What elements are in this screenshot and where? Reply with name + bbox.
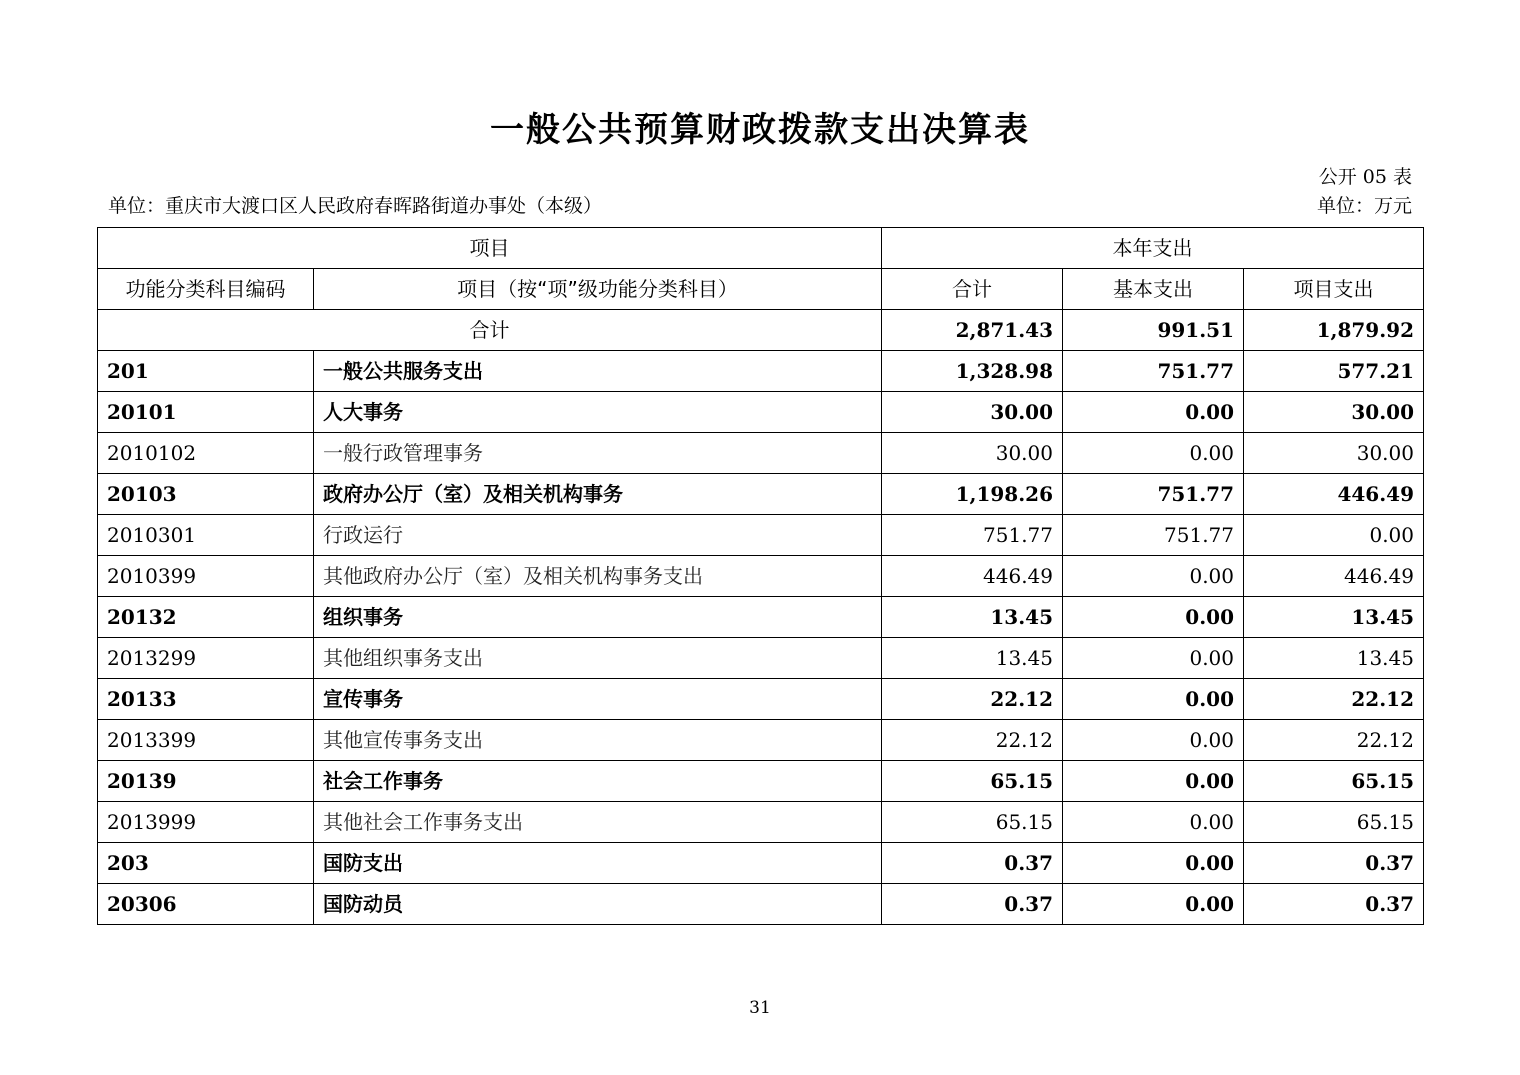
table-row <box>98 556 1424 597</box>
row-code: 20133 <box>98 679 314 720</box>
row-total: 13.45 <box>882 638 1063 679</box>
row-code: 2013999 <box>98 802 314 843</box>
row-project: 22.12 <box>1244 720 1424 761</box>
unit-organization: 单位：重庆市大渡口区人民政府春晖路街道办事处（本级） <box>108 195 603 217</box>
row-project: 30.00 <box>1244 392 1424 433</box>
row-code: 2010102 <box>98 433 314 474</box>
row-name: 组织事务 <box>314 597 882 638</box>
row-total: 446.49 <box>882 556 1063 597</box>
row-name: 宣传事务 <box>314 679 882 720</box>
row-basic: 0.00 <box>1063 884 1244 925</box>
table-row <box>98 638 1424 679</box>
row-project: 30.00 <box>1244 433 1424 474</box>
header-project-expense: 项目支出 <box>1244 269 1424 310</box>
row-basic: 0.00 <box>1063 761 1244 802</box>
page-number: 31 <box>749 998 771 1018</box>
unit-currency: 单位：万元 <box>1316 195 1412 217</box>
row-code: 20103 <box>98 474 314 515</box>
row-name: 其他组织事务支出 <box>314 638 882 679</box>
row-total: 751.77 <box>882 515 1063 556</box>
row-basic: 0.00 <box>1063 679 1244 720</box>
table-row <box>98 802 1424 843</box>
row-project: 0.00 <box>1244 515 1424 556</box>
row-name: 人大事务 <box>314 392 882 433</box>
table-row <box>98 843 1424 884</box>
row-name: 其他社会工作事务支出 <box>314 802 882 843</box>
page-title: 一般公共预算财政拨款支出决算表 <box>490 110 1030 150</box>
row-basic: 0.00 <box>1063 433 1244 474</box>
table-row <box>98 597 1424 638</box>
header-name: 项目（按“项”级功能分类科目） <box>314 269 882 310</box>
total-basic: 991.51 <box>1063 310 1244 351</box>
row-project: 446.49 <box>1244 556 1424 597</box>
row-basic: 0.00 <box>1063 556 1244 597</box>
row-code: 20132 <box>98 597 314 638</box>
row-total: 65.15 <box>882 761 1063 802</box>
row-project: 13.45 <box>1244 638 1424 679</box>
row-project: 65.15 <box>1244 761 1424 802</box>
form-number: 公开 05 表 <box>1318 166 1412 188</box>
total-row <box>98 310 1424 351</box>
row-name: 行政运行 <box>314 515 882 556</box>
row-code: 2013399 <box>98 720 314 761</box>
budget-table <box>97 227 1424 925</box>
row-basic: 0.00 <box>1063 638 1244 679</box>
table-row <box>98 474 1424 515</box>
row-name: 社会工作事务 <box>314 761 882 802</box>
table-row <box>98 720 1424 761</box>
row-total: 0.37 <box>882 843 1063 884</box>
row-basic: 0.00 <box>1063 802 1244 843</box>
row-code: 20101 <box>98 392 314 433</box>
header-current-year-expense: 本年支出 <box>882 228 1424 269</box>
row-total: 30.00 <box>882 392 1063 433</box>
row-total: 0.37 <box>882 884 1063 925</box>
row-basic: 0.00 <box>1063 392 1244 433</box>
row-project: 22.12 <box>1244 679 1424 720</box>
table-row <box>98 392 1424 433</box>
row-basic: 751.77 <box>1063 515 1244 556</box>
row-code: 2010301 <box>98 515 314 556</box>
row-total: 65.15 <box>882 802 1063 843</box>
row-project: 13.45 <box>1244 597 1424 638</box>
header-basic: 基本支出 <box>1063 269 1244 310</box>
table-row <box>98 679 1424 720</box>
table-row <box>98 884 1424 925</box>
row-name: 其他政府办公厅（室）及相关机构事务支出 <box>314 556 882 597</box>
row-total: 13.45 <box>882 597 1063 638</box>
header-code: 功能分类科目编码 <box>98 269 314 310</box>
table-row <box>98 351 1424 392</box>
row-code: 20139 <box>98 761 314 802</box>
row-name: 一般公共服务支出 <box>314 351 882 392</box>
table-row <box>98 761 1424 802</box>
row-project: 446.49 <box>1244 474 1424 515</box>
row-basic: 751.77 <box>1063 474 1244 515</box>
row-name: 其他宣传事务支出 <box>314 720 882 761</box>
row-basic: 0.00 <box>1063 720 1244 761</box>
row-code: 20306 <box>98 884 314 925</box>
row-name: 国防动员 <box>314 884 882 925</box>
row-code: 2010399 <box>98 556 314 597</box>
table-row <box>98 433 1424 474</box>
row-name: 国防支出 <box>314 843 882 884</box>
row-name: 一般行政管理事务 <box>314 433 882 474</box>
total-label: 合计 <box>98 310 882 351</box>
row-code: 203 <box>98 843 314 884</box>
row-project: 577.21 <box>1244 351 1424 392</box>
row-project: 0.37 <box>1244 843 1424 884</box>
row-basic: 0.00 <box>1063 597 1244 638</box>
row-total: 1,198.26 <box>882 474 1063 515</box>
total-project: 1,879.92 <box>1244 310 1424 351</box>
row-project: 0.37 <box>1244 884 1424 925</box>
row-project: 65.15 <box>1244 802 1424 843</box>
row-basic: 0.00 <box>1063 843 1244 884</box>
row-total: 1,328.98 <box>882 351 1063 392</box>
row-name: 政府办公厅（室）及相关机构事务 <box>314 474 882 515</box>
header-total: 合计 <box>882 269 1063 310</box>
total-amount: 2,871.43 <box>882 310 1063 351</box>
row-total: 22.12 <box>882 720 1063 761</box>
header-row-top <box>98 228 1424 269</box>
row-basic: 751.77 <box>1063 351 1244 392</box>
row-code: 201 <box>98 351 314 392</box>
table-row <box>98 515 1424 556</box>
header-project: 项目 <box>98 228 882 269</box>
header-row-columns <box>98 269 1424 310</box>
row-code: 2013299 <box>98 638 314 679</box>
row-total: 22.12 <box>882 679 1063 720</box>
row-total: 30.00 <box>882 433 1063 474</box>
